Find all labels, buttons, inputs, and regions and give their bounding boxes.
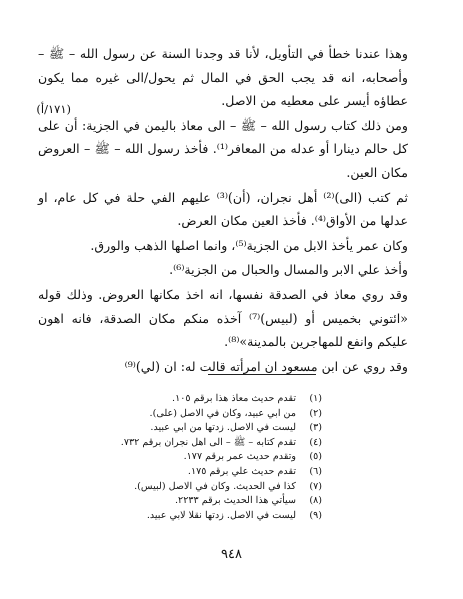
footnote-text: كذا في الحديث. وكان في الاصل (لبيس).: [134, 480, 296, 492]
margin-folio-reference: (١٧١/أ): [36, 102, 71, 116]
page-number: ٩٤٨: [221, 547, 242, 562]
footnote-number: (٤): [309, 436, 322, 448]
paragraph: وهذا عندنا خطأ في التأويل، لأنا قد وجدنا السنة عن رسول الله – ﷺ – وأصحابه، انه قد يجب الحق في المال ثم يحول/الى غيره مما يكون عطاؤه أيسر على معطيه من الاصل.: [38, 46, 408, 109]
footnote: [100, 421, 322, 436]
footnote-text: تقدم حديث علي برقم ١٧٥.: [187, 465, 296, 477]
footnote: [100, 480, 322, 495]
footnote: [100, 509, 322, 524]
footnote-number: (٧): [309, 480, 322, 492]
paragraph: ومن ذلك كتاب رسول الله – ﷺ – الى معاذ باليمن في الجزية: أن على كل حالم دينارا أو عدله من المعافر⁽¹⁾. فأخذ رسول الله – ﷺ – العروض مكان العين.: [38, 117, 408, 180]
footnote-number: (٦): [309, 465, 322, 477]
paragraph: ثم كتب (الى)⁽²⁾ أهل نجران، (أن)⁽³⁾ عليهم الفي حلة في كل عام، او عدلها من الأواق⁽⁴⁾. فأخذ العين مكان العرض.: [38, 189, 408, 229]
footnote-separator: [208, 374, 316, 375]
footnote-number: (٢): [309, 407, 322, 419]
footnote: [100, 436, 322, 451]
footnote-number: (١): [309, 393, 322, 404]
footnote-number: (٣): [309, 422, 322, 434]
footnote-text: تقدم كتابه – ﷺ – الى اهل نجران برقم ٧٣٢.: [120, 436, 296, 448]
footnote: [100, 407, 322, 422]
paragraph: وأخذ علي الابر والمسال والحبال من الجزية⁽⁶⁾.: [169, 262, 408, 278]
footnote: [100, 494, 322, 509]
footnote-number: (٩): [309, 509, 322, 521]
footnote: [100, 450, 322, 465]
footnote-text: من ابي عبيد، وكان في الاصل (على).: [149, 407, 296, 419]
footnote: [100, 392, 322, 407]
footnote-text: تقدم حديث معاذ هذا برقم ١٠٥.: [172, 393, 296, 404]
footnote-number: (٨): [309, 495, 322, 507]
footnote-text: وتقدم حديث عمر برقم ١٧٧.: [183, 451, 296, 463]
paragraph: وقد روي معاذ في الصدقة نفسها، انه اخذ مكانها العروض. وذلك قوله «ائتوني بخميس أو (لبيس)⁽⁷⁾ آخذه منكم مكان الصدقة، فانه اهون عليكم وانفع للمهاجرين بالمدينة»⁽⁸⁾.: [38, 286, 408, 350]
footnote-text: ليست في الاصل. زدتها من ابي عبيد.: [150, 422, 296, 434]
paragraph: وقد روي عن ابن مسعود ان امرأته قالت له: ان (لي)⁽⁹⁾: [124, 358, 408, 374]
footnote-text: سيأتي هذا الحديث برقم ٢٢٣٣.: [174, 495, 296, 507]
footnote-number: (٥): [309, 451, 322, 463]
footnotes: [100, 392, 322, 523]
main-text: [38, 42, 408, 378]
footnote: [100, 465, 322, 480]
footnote-text: ليست في الاصل. زدتها نقلا لابي عبيد.: [146, 509, 296, 521]
paragraph: وكان عمر يأخذ الابل من الجزية⁽⁵⁾، وانما اصلها الذهب والورق.: [90, 237, 408, 253]
